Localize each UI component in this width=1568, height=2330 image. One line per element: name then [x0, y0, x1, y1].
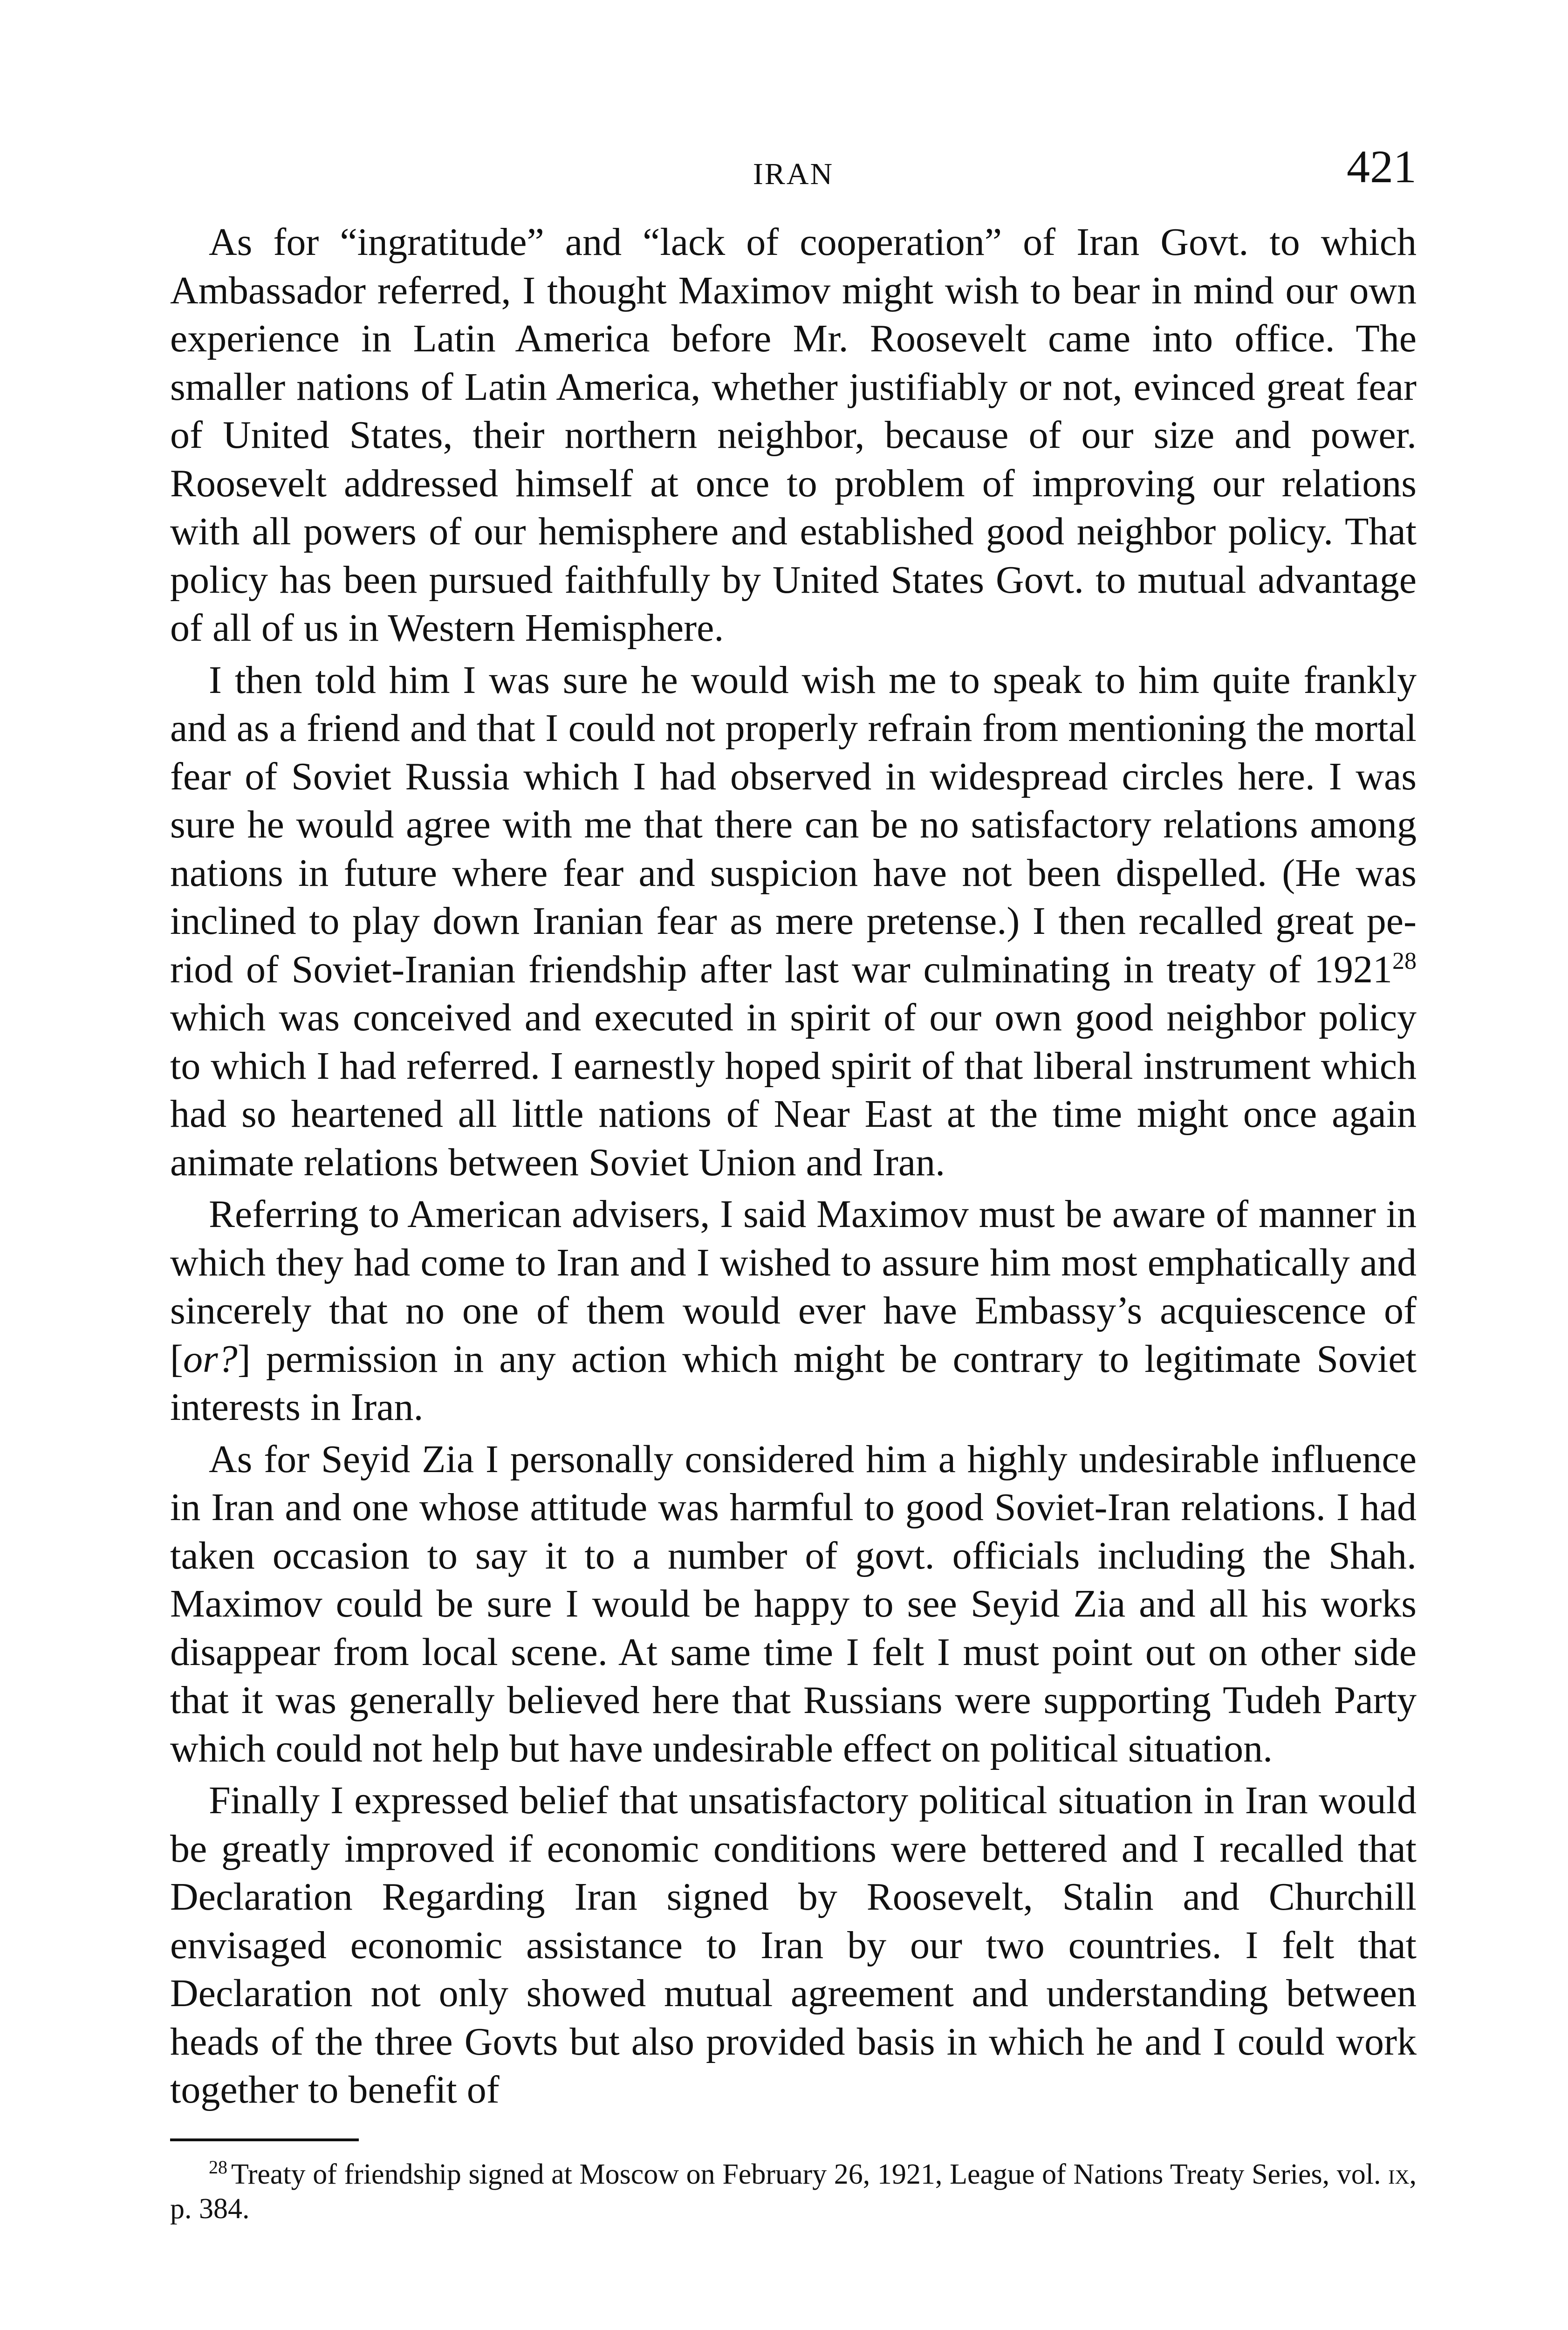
paragraph-seyid-zia: As for Seyid Zia I personally considered him a highly undesirable influence in Iran and one whose attitude was harmful to good Soviet-Iran relations. I had taken occasion to say it to a number of govt. officials including the Shah. Maximov could be sure I would be happy to see Seyid Zia and all his works disappear from local scene. At same time I felt I must point out on other side that it was generally believed here that Russians were supporting Tudeh Party which could not help but have undesirable effect on political situation.	[170, 1437, 1417, 1770]
footnote-text: Treaty of friendship signed at Moscow on February 26, 1921, League of Nations Treaty Series, vol.	[231, 2158, 1389, 2190]
footnote-volume: ix	[1388, 2158, 1410, 2190]
paragraph-soviet-fear-continuation: which was conceived and executed in spirit of our own good neighbor policy to which I had referred. I earnestly hoped spirit of that liberal instrument which had so heartened all little nations of Near East at the time might once again animate relations between Soviet Union and Iran.	[170, 996, 1417, 1184]
running-title: IRAN	[753, 157, 834, 191]
paragraph-economic-conditions: Finally I expressed belief that unsatisfactory political situation in Iran would be greatly improved if economic conditions were bettered and I recalled that Declaration Regarding Iran signed by Roosevelt, Stalin and Churchill envisaged economic assistance to Iran by our two countries. I felt that Declaration not only showed mutual agreement and understanding between heads of the three Govts but also provided basis in which he and I could work together to benefit of	[170, 1779, 1417, 2111]
paragraph-soviet-fear	[170, 656, 1417, 1187]
running-header	[170, 140, 1417, 200]
page-number: 421	[1347, 141, 1417, 192]
footnote-divider	[170, 2138, 359, 2141]
paragraph-ingratitude: As for “ingratitude” and “lack of cooperation” of Iran Govt. to which Ambassador referred, I thought Maximov might wish to bear in mind our own experience in Latin America before Mr. Roosevelt came into office. The smaller nations of Latin America, whether justifiably or not, evinced great fear of United States, their northern neighbor, because of our size and power. Roosevelt addressed himself at once to problem of improving our relations with all powers of our hemisphere and established good neighbor policy. That policy has been pursued faithfully by United States Govt. to mutual advantage of all of us in Western Hemisphere.	[170, 220, 1417, 650]
footnote-page: , p. 384.	[170, 2158, 1417, 2225]
paragraph-american-advisers-text: Referring to American advisers, I said Maximov must be aware of manner in which they had come to Iran and I wished to assure him most emphatically and sincerely that no one of them would ever have Embassy’s acquiescence of [	[170, 1192, 1417, 1381]
paragraph-soviet-fear-text: I then told him I was sure he would wish me to speak to him quite frankly and as a friend and that I could not properly refrain from mentioning the mortal fear of Soviet Russia which I had observed in widespread circles here. I was sure he would agree with me that there can be no satisfactory relations among nations in future where fear and suspicion have not been dispelled. (He was inclined to play down Iranian fear as mere pretense.) I then recalled great period of Soviet-Iranian friendship after last war culminating in treaty of 1921	[170, 658, 1417, 991]
document-page	[170, 140, 1417, 2226]
editorial-query: or?	[183, 1337, 238, 1381]
footnote-reference: 28	[1392, 947, 1417, 974]
body-text	[170, 218, 1417, 2114]
paragraph-american-advisers-continuation: ] permission in any action which might be contrary to legitimate Soviet interests in Iran.	[170, 1337, 1417, 1429]
paragraph-american-advisers	[170, 1190, 1417, 1432]
footnote	[170, 2157, 1417, 2226]
footnote-marker: 28	[209, 2156, 227, 2178]
